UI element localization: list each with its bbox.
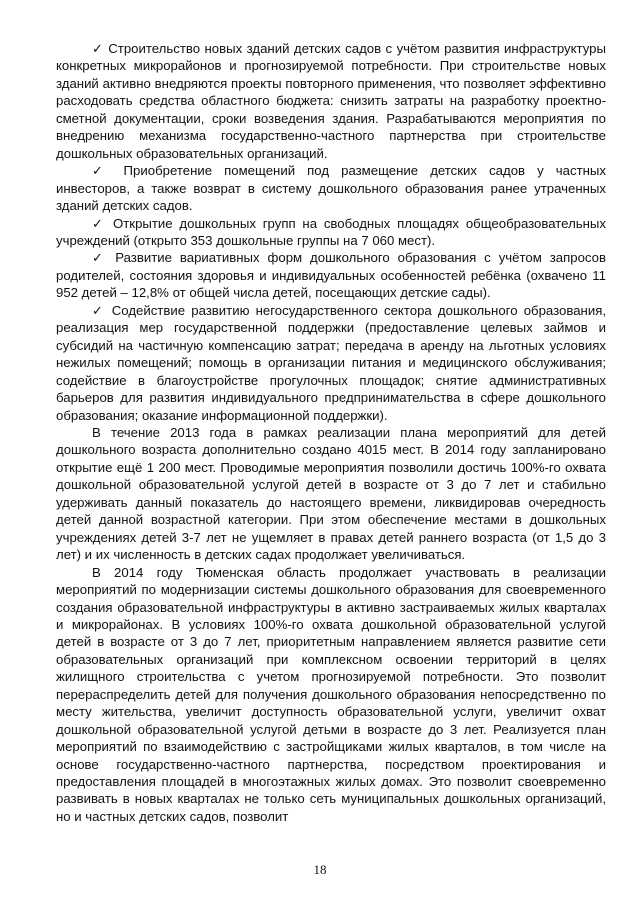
paragraph-variative-forms: ✓ Развитие вариативных форм дошкольного образования с учётом запросов родителей, состояния здоровья и индивидуальных особенностей ребёнка (охвачено 11 952 детей – 12,8% от общей числа детей, посещающих детские сады). — [56, 250, 606, 301]
paragraph-new-buildings: ✓ Строительство новых зданий детских садов с учётом развития инфраструктуры конкретных микрорайонов и прогнозируемой потребности. При строительстве новых зданий активно внедряются проекты повторного применения, что позволяет эффективно расходовать средства областного бюджета: снизить затраты на разработку проектно-сметной документации, сроки возведения здания. Разрабатываются мероприятия по внедрению механизма государственно-частного партнерства при строительстве дошкольных образовательных организаций. — [56, 41, 606, 161]
paragraph-nongovernment-sector: ✓ Содействие развитию негосударственного сектора дошкольного образования, реализация мер государственной поддержки (предоставление целевых займов и субсидий на частичную компенсацию затрат; передача в аренду на льготных условиях нежилых помещений; помощь в организации питания и медицинского обслуживания; содействие в благоустройстве прогулочных площадок; снятие административных барьеров для развития индивидуального предпринимательства в сфере дошкольного образования; оказание информационной поддержки). — [56, 302, 606, 423]
paragraph-2014-plans: В 2014 году Тюменская область продолжает участвовать в реализации мероприятий по модернизации системы дошкольного образования для своевременного создания образовательной инфраструктуры в активно застраиваемых жилых кварталах и микрорайонах. В условиях 100%-го охвата дошкольной образовательной услугой детей в возрасте от 3 до 7 лет, приоритетным направлением является развитие сети образовательных организаций при комплексном освоении территорий в целях жилищного строительства с учетом прогнозируемой потребности. Это позволит перераспределить детей для получения дошкольного образования непосредственно по месту жительства, увеличит доступность образовательной услуги, увеличит охват дошкольной образовательной услугой детьми в возрасте до 3 лет. Реализуется план мероприятий по взаимодействию с застройщиками жилых кварталов, в том числе на основе государственно-частного партнерства, посредством проектирования и предоставления площадей в многоэтажных жилых домах. Это позволит своевременно развивать в новых кварталах не только сеть муниципальных дошкольных организаций, но и частных детских садов, позволит — [56, 564, 606, 824]
page-number: 18 — [313, 862, 327, 877]
paragraph-2013-results: В течение 2013 года в рамках реализации плана мероприятий для детей дошкольного возраста дополнительно создано 4015 мест. В 2014 году запланировано открытие ещё 1 200 мест. Проводимые мероприятия позволили достичь 100%-го охвата дошкольной образовательной услугой детей в возрасте от 3 до 7 лет и стабильно удерживать данный показатель до настоящего времени, ликвидировав очередность детей данной возрастной категории. При этом обеспечение местами в дошкольных учреждениях детей 3-7 лет не ущемляет в правах детей раннего возраста (от 1,5 до 3 лет) и их численность в детских садах продолжает увеличиваться. — [56, 424, 606, 563]
paragraph-private-premises: ✓ Приобретение помещений под размещение детских садов у частных инвесторов, а также возврат в систему дошкольного образования ранее утраченных зданий детских садов. — [56, 163, 606, 214]
paragraph-preschool-groups: ✓ Открытие дошкольных групп на свободных площадях общеобразовательных учреждений (открыто 353 дошкольные группы на 7 060 мест). — [56, 215, 606, 248]
body-text — [56, 40, 606, 825]
